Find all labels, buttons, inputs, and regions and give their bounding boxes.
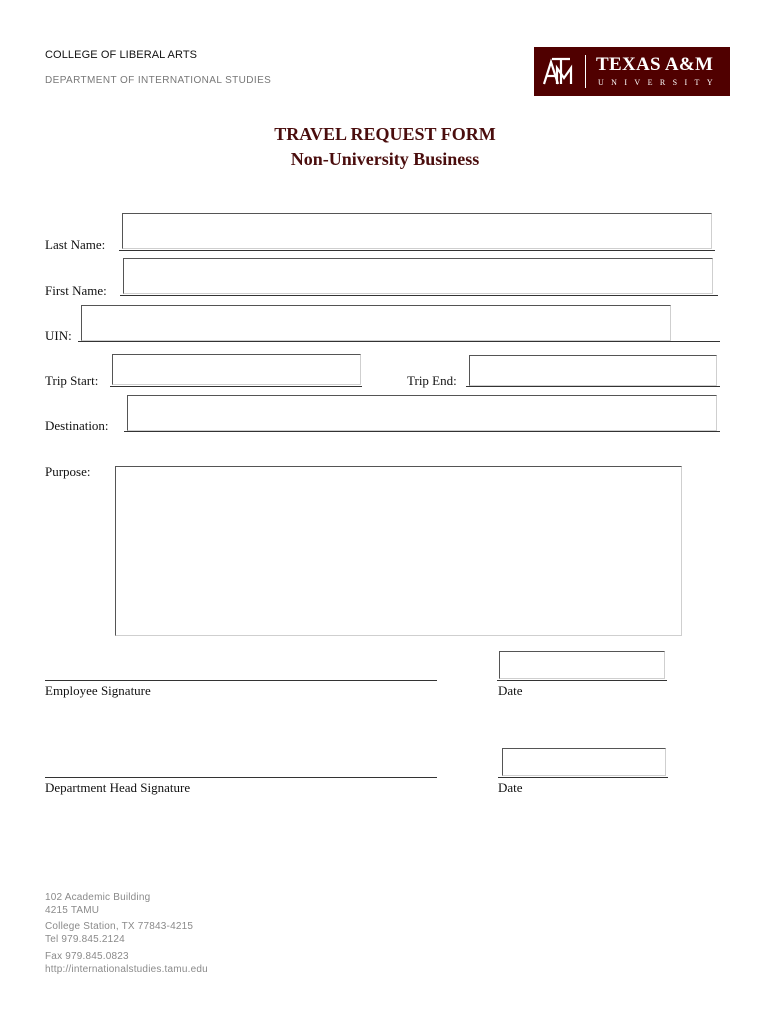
- employee-signature-label: Employee Signature: [45, 683, 151, 698]
- logo-divider: [585, 55, 586, 88]
- trip-start-underline: [110, 386, 362, 387]
- footer-fax: Fax 979.845.0823: [45, 951, 129, 962]
- employee-signature-line[interactable]: [45, 680, 437, 681]
- footer-address-line2: 4215 TAMU: [45, 905, 100, 916]
- destination-field[interactable]: [127, 395, 717, 431]
- trip-end-field[interactable]: [469, 355, 717, 386]
- atm-logo-icon: [540, 54, 576, 90]
- last-name-underline: [119, 250, 715, 251]
- trip-end-underline: [466, 386, 720, 387]
- employee-date-label: Date: [498, 683, 523, 698]
- destination-underline: [124, 431, 720, 432]
- department-head-signature-label: Department Head Signature: [45, 780, 191, 795]
- department-head-date-underline: [498, 777, 668, 778]
- trip-end-label: Trip End:: [407, 373, 457, 388]
- texas-am-logo: [534, 47, 730, 96]
- department-name: DEPARTMENT OF INTERNATIONAL STUDIES: [45, 75, 272, 86]
- logo-university: UNIVERSITY: [598, 78, 720, 87]
- destination-label: Destination:: [45, 418, 109, 433]
- trip-start-field[interactable]: [112, 354, 361, 385]
- first-name-field[interactable]: [123, 258, 713, 294]
- employee-date-underline: [497, 680, 667, 681]
- footer-address-line1: 102 Academic Building: [45, 892, 151, 903]
- last-name-label: Last Name:: [45, 237, 106, 252]
- last-name-field[interactable]: [122, 213, 712, 249]
- footer-address-line3: College Station, TX 77843-4215: [45, 921, 194, 932]
- footer-phone: Tel 979.845.2124: [45, 934, 125, 945]
- uin-field[interactable]: [81, 305, 671, 341]
- footer-website-link[interactable]: http://internationalstudies.tamu.edu: [45, 964, 208, 975]
- uin-underline: [78, 341, 720, 342]
- college-name: COLLEGE OF LIBERAL ARTS: [45, 49, 198, 61]
- form-subtitle: Non-University Business: [290, 149, 480, 169]
- uin-label: UIN:: [45, 328, 72, 343]
- trip-start-label: Trip Start:: [45, 373, 99, 388]
- department-head-date-label: Date: [498, 780, 523, 795]
- department-head-signature-line[interactable]: [45, 777, 437, 778]
- first-name-underline: [120, 295, 718, 296]
- form-title: TRAVEL REQUEST FORM: [274, 124, 496, 144]
- purpose-textarea[interactable]: [115, 466, 682, 636]
- purpose-label: Purpose:: [45, 464, 91, 479]
- employee-date-field[interactable]: [499, 651, 665, 679]
- logo-name: TEXAS A&M: [596, 54, 714, 75]
- first-name-label: First Name:: [45, 283, 107, 298]
- department-head-date-field[interactable]: [502, 748, 666, 776]
